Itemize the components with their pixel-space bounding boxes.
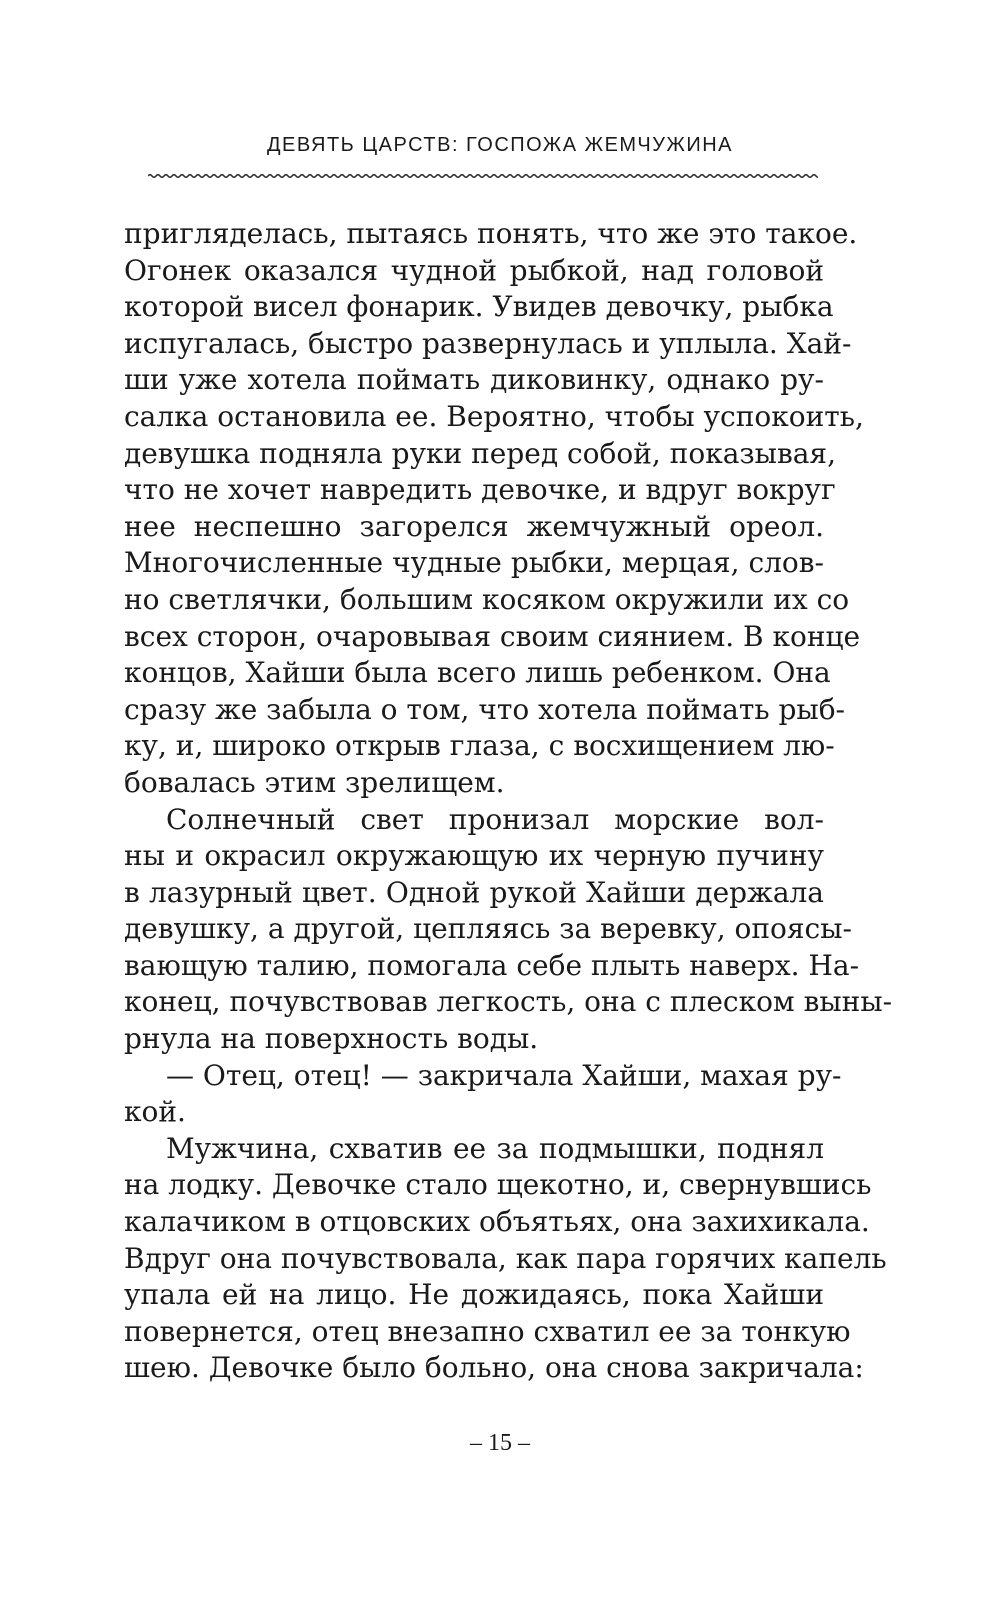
text-line: Многочисленные чудные рыбки, мерцая, слов- xyxy=(124,546,824,580)
text-line: девушку, а другой, цепляясь за веревку, опоясы- xyxy=(124,912,852,946)
text-line: девушка подняла руки перед собой, показывая, xyxy=(124,436,836,470)
text-line: ны и окрасил окружающую их черную пучину xyxy=(124,839,824,873)
text-line: Солнечный свет пронизал морские вол- xyxy=(166,802,824,836)
text-line: — Отец, отец! — закричала Хайши, махая ру- xyxy=(166,1058,842,1092)
text-line: конец, почувствовав легкость, она с плеском выны- xyxy=(124,985,893,1019)
text-line: ши уже хотела поймать диковинку, однако ру- xyxy=(124,363,824,397)
text-line: которой висел фонарик. Увидев девочку, рыбка xyxy=(124,290,834,324)
wave-divider-icon xyxy=(148,170,818,182)
text-line: в лазурный цвет. Одной рукой Хайши держала xyxy=(124,875,824,909)
text-line: пригляделась, пытаясь понять, что же это такое. xyxy=(124,217,858,250)
text-line: но светлячки, большим косяком окружили их со xyxy=(124,582,850,616)
text-line: вающую талию, помогала себе плыть наверх. На- xyxy=(124,948,860,982)
text-line: упала ей на лицо. Не дожидаясь, пока Хайши xyxy=(124,1278,824,1312)
text-line: кой. xyxy=(124,1095,186,1129)
text-line: салка остановила ее. Вероятно, чтобы успокоить, xyxy=(124,399,864,433)
text-line: ку, и, широко открыв глаза, с восхищением лю- xyxy=(124,729,835,763)
text-line: Мужчина, схватив ее за подмышки, поднял xyxy=(166,1131,824,1165)
text-line: что не хочет навредить девочке, и вдруг вокруг xyxy=(124,473,836,507)
text-line: Огонек оказался чудной рыбкой, над головой xyxy=(124,253,824,287)
page-number: – 15 – xyxy=(470,1430,530,1456)
running-title: ДЕВЯТЬ ЦАРСТВ: ГОСПОЖА ЖЕМЧУЖИНА xyxy=(266,134,734,156)
text-line: концов, Хайши была всего лишь ребенком. Она xyxy=(124,656,831,690)
text-line: испугалась, быстро развернулась и уплыла. Хай- xyxy=(124,326,852,360)
text-line: всех сторон, очаровывая своим сиянием. В конце xyxy=(124,619,861,653)
text-line: Вдруг она почувствовала, как пара горячих капель xyxy=(124,1241,887,1275)
text-line: нее неспешно загорелся жемчужный ореол. xyxy=(124,509,824,543)
text-line: сразу же забыла о том, что хотела поймать рыб- xyxy=(124,692,846,726)
text-line: на лодку. Девочке стало щекотно, и, свернувшись xyxy=(124,1168,872,1202)
text-line: повернется, отец внезапно схватил ее за тонкую xyxy=(124,1314,851,1348)
text-line: шею. Девочке было больно, она снова закричала: xyxy=(124,1351,864,1385)
body-text xyxy=(124,216,893,1387)
text-line: калачиком в отцовских объятьях, она захихикала. xyxy=(124,1205,870,1239)
text-line: бовалась этим зрелищем. xyxy=(124,765,505,799)
text-line: рнула на поверхность воды. xyxy=(124,1022,539,1056)
